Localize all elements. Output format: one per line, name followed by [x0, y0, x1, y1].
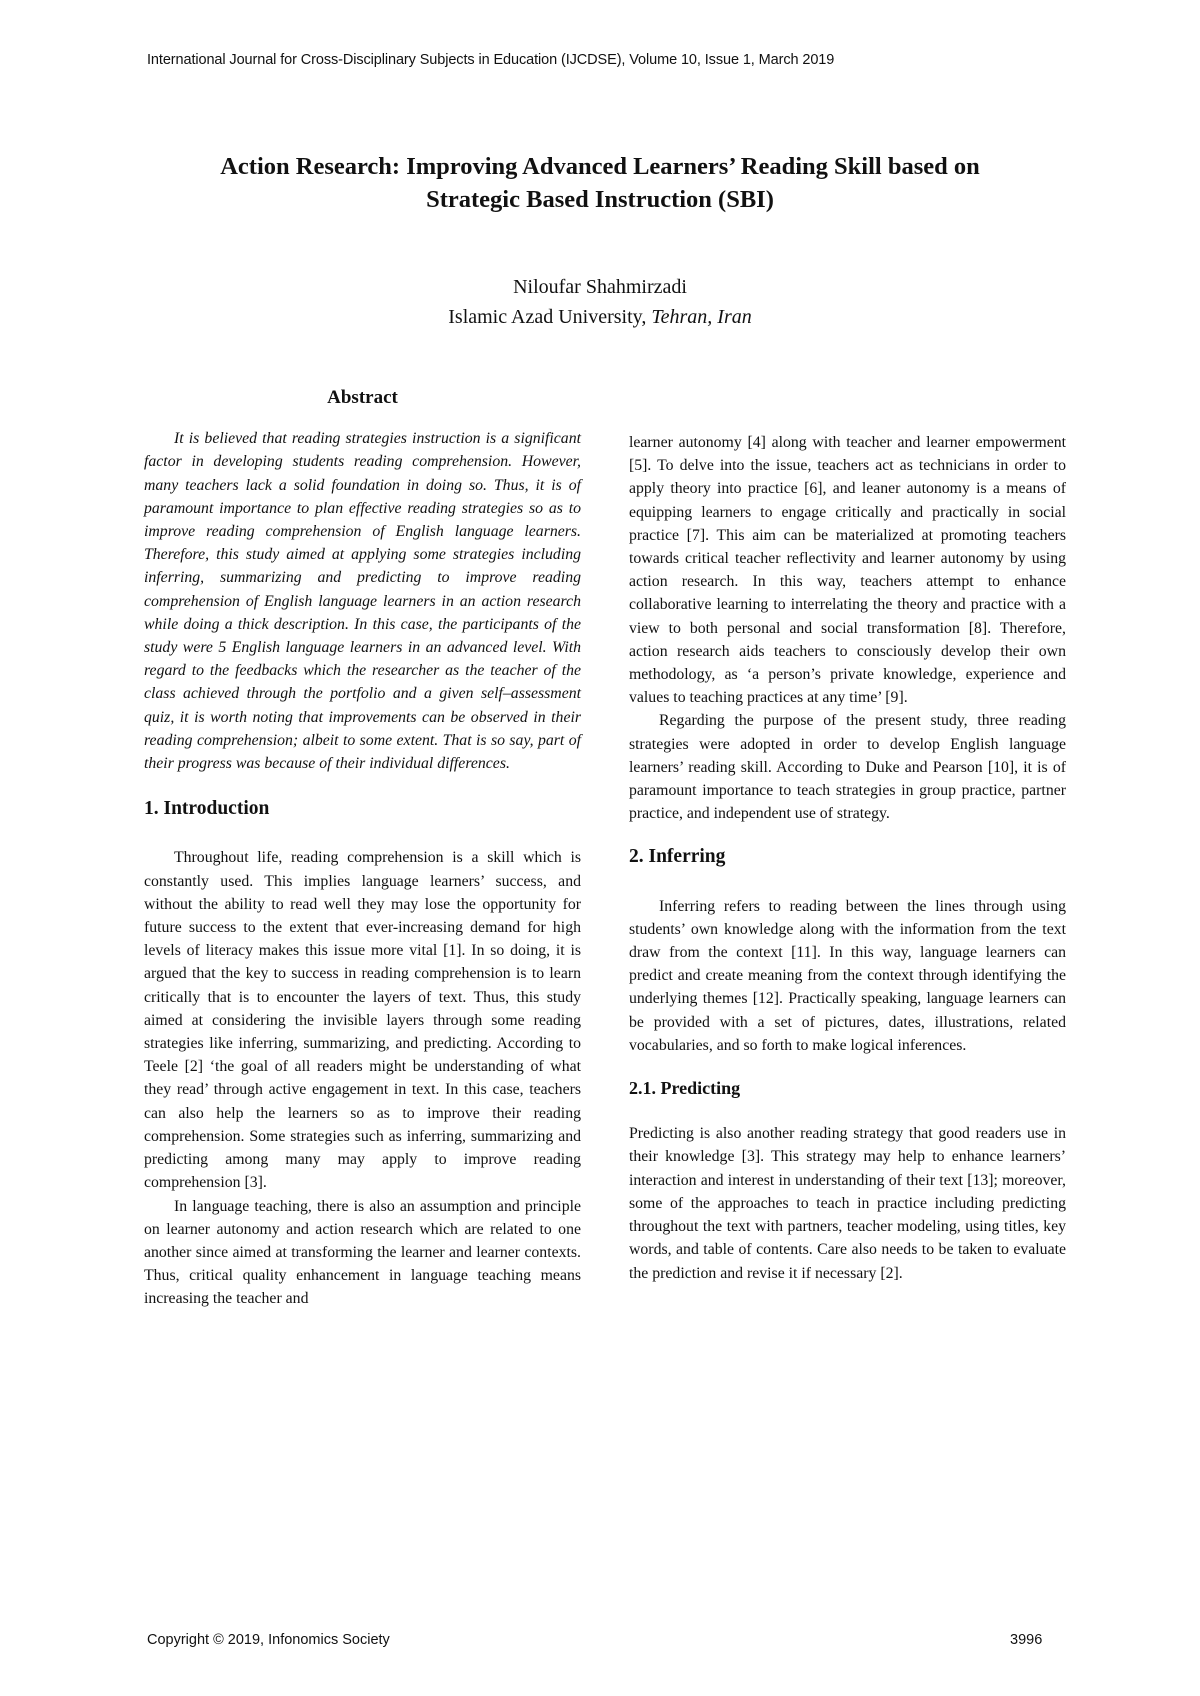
inferring-paragraph: Inferring refers to reading between the lines through using students’ own knowledge along with the information from the text draw from the context [11]. In this way, language learners can predict and create meaning from the context through identifying the underlying themes [12]. Practically speaking, language learners can be provided with a set of pictures, dates, illustrations, related vocabularies, and so forth to make logical inferences. [629, 897, 1066, 1054]
intro-paragraph-2-continued: learner autonomy [4] along with teacher and learner empowerment [5]. To delve into the issue, teachers act as technicians in order to apply theory into practice [6], and leaner autonomy is a means of equipping learners to engage critically and practically in social practice [7]. This aim can be materialized at promoting teachers towards critical teacher reflectivity and learner autonomy by using action research. In this way, teachers attempt to enhance collaborative learning to interrelating the theory and practice with a view to both personal and social transformation [8]. Therefore, action research aids teachers to consciously develop their own methodology, as ‘a person’s private knowledge, experience and values to teaching practices at any time’ [9]. [629, 434, 1066, 707]
author-location: Tehran, Iran [651, 306, 752, 328]
abstract-heading: Abstract [327, 387, 398, 408]
title-line-2: Strategic Based Instruction (SBI) [426, 186, 774, 213]
title-line-1: Action Research: Improving Advanced Learners’ Reading Skill based on [220, 153, 980, 180]
footer-copyright: Copyright © 2019, Infonomics Society [147, 1632, 390, 1648]
intro-paragraph-1: Throughout life, reading comprehension is a skill which is constantly used. This implies language learners’ success, and without the ability to read well they may lose the opportunity for future success to the extent that ever-increasing demand for high levels of literacy makes this issue more vital [1]. In so doing, it is argued that the key to success in reading comprehension is to learn critically that is to encounter the layers of text. Thus, this study aimed at considering the invisible layers through some reading strategies like inferring, summarizing, and predicting. According to Teele [2] ‘the goal of all readers might be understanding of what they read’ through active engagement in text. In this case, teachers can also help the learners so as to improve their reading comprehension. Some strategies such as inferring, summarizing and predicting among many may apply to improve reading comprehension [3]. [144, 849, 581, 1192]
section-heading-inferring: 2. Inferring [629, 846, 726, 868]
author-affiliation-line [140, 302, 1060, 332]
subsection-heading-predicting: 2.1. Predicting [629, 1078, 741, 1099]
intro-paragraph-2: In language teaching, there is also an assumption and principle on learner autonomy and action research which are related to one another since aimed at transforming the learner and learner contexts. Thus, critical quality enhancement in language teaching means increasing the teacher and [144, 1197, 581, 1308]
intro-paragraph-3: Regarding the purpose of the present study, three reading strategies were adopted in order to develop English language learners’ reading skill. According to Duke and Pearson [10], it is of paramount importance to teach strategies in group practice, partner practice, and independent use of strategy. [629, 712, 1066, 823]
author-name: Niloufar Shahmirzadi [513, 276, 687, 298]
author-affiliation: Islamic Azad University, [448, 306, 647, 328]
author-block [140, 272, 1060, 332]
right-column [629, 431, 1066, 1285]
section-heading-introduction: 1. Introduction [144, 798, 270, 820]
predicting-paragraph: Predicting is also another reading strategy that good readers use in their knowledge [3]. This strategy may help to enhance learners’ interaction and interest in understanding of their text [13]; moreover, some of the approaches to teach in practice including predicting throughout the text with partners, teacher modeling, using titles, key words, and table of contents. Care also needs to be taken to evaluate the prediction and revise it if necessary [2]. [629, 1125, 1066, 1282]
journal-header: International Journal for Cross-Disciplinary Subjects in Education (IJCDSE), Volume 10, Issue 1, March 2019 [147, 52, 835, 68]
paper-title [140, 150, 1060, 216]
footer-page-number: 3996 [1010, 1632, 1043, 1648]
left-column [144, 386, 581, 1311]
abstract-text: It is believed that reading strategies instruction is a significant factor in developing students reading comprehension. However, many teachers lack a solid foundation in doing so. Thus, it is of paramount importance to plan effective reading strategies so as to improve reading comprehension of English language learners. Therefore, this study aimed at applying some strategies including inferring, summarizing and predicting to improve reading comprehension of English language learners in an action research while doing a thick description. In this case, the participants of the study were 5 English language learners in an advanced level. With regard to the feedbacks which the researcher as the teacher of the class achieved through the portfolio and a given self–assessment quiz, it is worth noting that improvements can be observed in their reading comprehension; albeit to some extent. That is so say, part of their progress was because of their individual differences. [144, 430, 581, 773]
